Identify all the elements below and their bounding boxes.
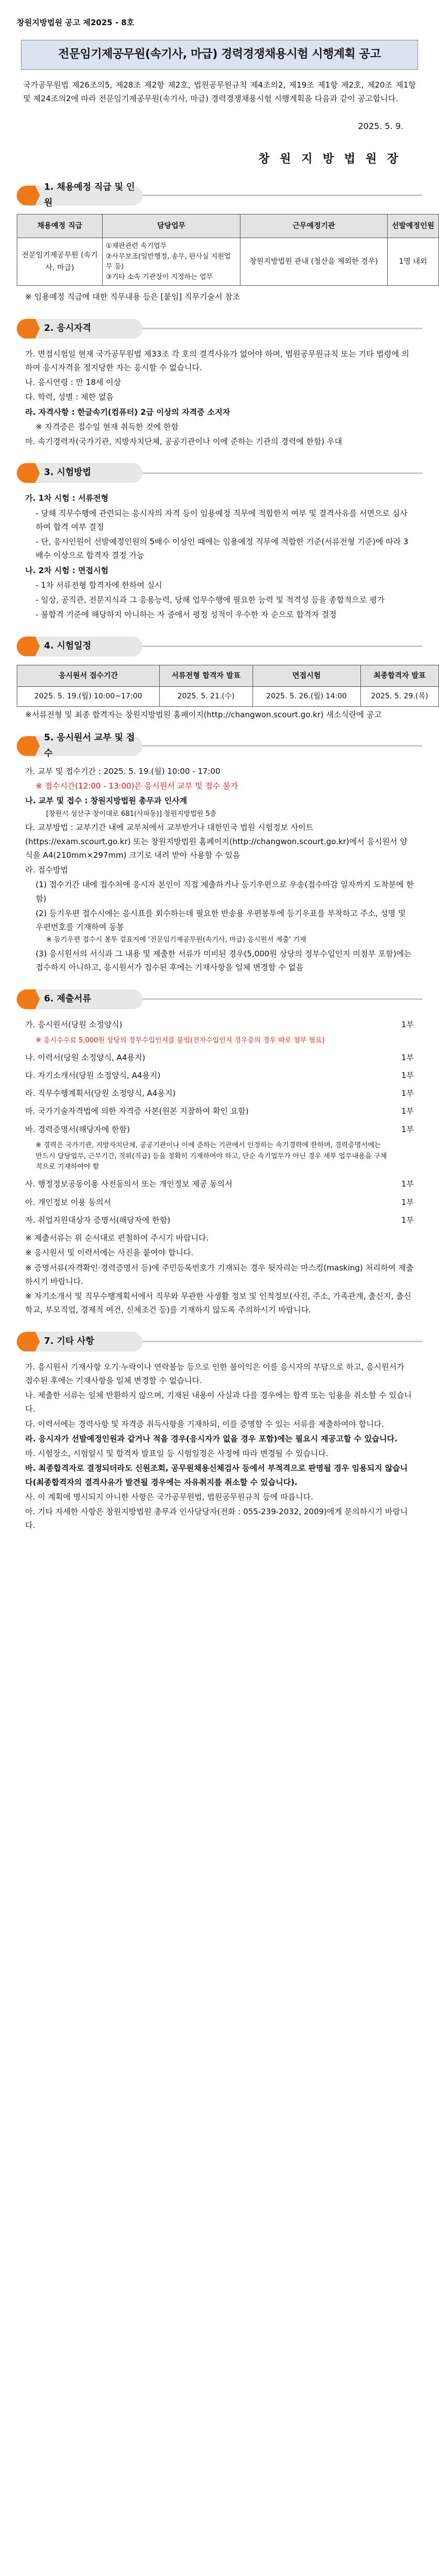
list-item xyxy=(25,1140,414,1173)
table-header: 응시원서 접수기간 xyxy=(17,665,160,687)
section-title: 2. 응시자격 xyxy=(44,322,91,333)
table-header: 면접시험 xyxy=(253,665,360,687)
list-item: ※ 제출서류는 위 순서대로 편철하여 주시기 바랍니다. xyxy=(25,1233,209,1243)
doc-label: 자. 취업지원대상자 증명서(해당자에 한함) xyxy=(25,1215,171,1225)
chevron-icon xyxy=(17,989,40,1009)
list-item: ※ 등기우편 접수시 봉투 겉표지에 '전문임기제공무원(속기사, 마급) 응시원서 제출' 기재 xyxy=(46,936,306,944)
list-item: 마. 시험장소, 시험일시 및 합격자 발표일 등 시험일정은 사정에 따라 변경될 수 있습니다. xyxy=(25,1449,328,1459)
section-title: 4. 시험일정 xyxy=(44,640,91,651)
list-item: (1) 접수기간 내에 접수처에 응시자 본인이 직접 제출하거나 등기우편으로 우송(접수마감 일자까지 도착분에 한함) xyxy=(36,880,414,903)
count-cell: 1명 내외 xyxy=(387,238,438,286)
list-item: 라. 접수방법 xyxy=(25,865,68,875)
section-divider xyxy=(142,328,422,329)
table-row xyxy=(17,238,439,286)
section-header-2 xyxy=(17,319,422,339)
chevron-icon xyxy=(17,736,40,756)
doc-label: ※ 경력은 국가기관, 지방자치단체, 공공기관이나 이에 준하는 기관에서 인정하는 속기경력에 한하며, 경력증명서에는 반드시 담당업무, 근무기간, 직위(직급) 등을 정확히 기재하여야 하고, 단순 속기업무가 아닌 경우 세부 업무내용을 구체적으로 기재하여야 함 xyxy=(36,1141,387,1171)
documents-list xyxy=(17,1018,422,1227)
chevron-icon xyxy=(17,319,40,339)
doc-count: 1부 xyxy=(401,1215,414,1225)
table-cell: 2025. 5. 29.(목) xyxy=(360,687,438,707)
rank-cell: 전문임기제공무원 (속기사, 마급) xyxy=(17,238,103,286)
list-item xyxy=(25,1177,414,1191)
intro-paragraph: 국가공무원법 제26조의5, 제28조 제2항 제2호, 법원공무원규칙 제4조의2, 제19조 제1항 제2호, 제20조 제1항 및 제24조의2에 따라 전문임기제공무원(속기사, 마급) 경력경쟁채용시험 시행계획을 다음과 같이 공고합니다. xyxy=(23,80,416,103)
list-item xyxy=(25,1195,414,1209)
section-pill xyxy=(17,463,142,483)
doc-label: 라. 직무수행계획서(당원 소정양식, A4용지) xyxy=(25,1088,176,1098)
list-item: 나. 2차 시험 : 면접시험 xyxy=(25,565,108,575)
notice-number: 창원지방법원 공고 제2025 - 8호 xyxy=(17,18,135,27)
doc-count: 1부 xyxy=(401,1197,414,1207)
doc-count: 1부 xyxy=(401,1088,414,1098)
doc-count: 1부 xyxy=(401,1070,414,1080)
doc-count xyxy=(388,1140,414,1173)
chevron-icon xyxy=(17,186,40,206)
doc-count xyxy=(388,1036,414,1047)
eligibility-text xyxy=(25,347,414,449)
list-item: 라. 응시자가 선발예정인원과 같거나 적을 경우(응시자가 없을 경우 포함)에는 필요시 재공고할 수 있습니다. xyxy=(25,1433,398,1443)
list-item xyxy=(25,1069,414,1082)
list-item xyxy=(25,1018,414,1031)
list-item: ※ 응시원서 및 이력서에는 사진을 붙여야 합니다. xyxy=(25,1248,194,1258)
section-header-7 xyxy=(17,1332,422,1352)
section-header-6 xyxy=(17,989,422,1009)
list-item: (2) 등기우편 접수시에는 응시표를 회수하는데 필요한 반송용 우편봉투에 등기우표를 부착하고 주소, 성명 및 우편번호를 기재하여 동봉 xyxy=(36,908,406,932)
section-header-4 xyxy=(17,637,422,656)
list-item xyxy=(25,1104,414,1118)
other-notes xyxy=(25,1360,414,1533)
issuing-organization: 창 원 지 방 법 원 장 xyxy=(258,153,401,166)
table-row xyxy=(17,687,439,707)
section-divider xyxy=(142,195,422,196)
duty-item: ②사무보조(일반행정, 송무, 판사실 지원업무 등) xyxy=(106,252,231,271)
chevron-icon xyxy=(17,1332,40,1352)
section-divider xyxy=(142,998,422,1000)
agency-cell: 창원지방법원 관내 (청산을 제외한 경우) xyxy=(240,238,388,286)
duties-cell xyxy=(103,238,240,286)
doc-label: 나. 이력서(당원 소정양식, A4용지) xyxy=(25,1052,146,1062)
list-item xyxy=(25,1213,414,1227)
table-header: 서류전형 합격자 발표 xyxy=(159,665,253,687)
application-text xyxy=(25,764,414,975)
section-divider xyxy=(142,1341,422,1342)
doc-count: 1부 xyxy=(401,1019,414,1029)
list-item: 나. 교부 및 접수 : 창원지방법원 총무과 인사계 xyxy=(25,796,188,806)
doc-count: 1부 xyxy=(401,1179,414,1189)
list-item: ※ 자기소개서 및 직무수행계획서에서 직무와 무관한 사생활 정보 및 인적정보(사진, 주소, 가족관계, 출신지, 출신학교, 부모직업, 경제적 여건, 신체조건 등)를 기재하지 않도록 주의하시기 바랍니다. xyxy=(25,1291,412,1315)
list-item: ※ 자격증은 접수일 현재 취득한 것에 한함 xyxy=(36,422,179,432)
section-pill xyxy=(17,319,142,339)
list-item: 마. 속기경력자(국가기관, 지방자치단체, 공공기관이나 이에 준하는 기관의 경력에 한함) 우대 xyxy=(25,437,343,446)
list-item: 가. 1차 시험 : 서류전형 xyxy=(25,493,108,503)
list-item: 라. 자격사항 : 한글속기(컴퓨터) 2급 이상의 자격증 소지자 xyxy=(25,407,231,417)
section-title: 1. 채용예정 직급 및 인원 xyxy=(44,182,135,208)
schedule-note: ※서류전형 및 최종 합격자는 창원지방법원 홈페이지(http://changwon.scourt.go.kr) 새소식란에 공고 xyxy=(25,709,382,719)
section-title: 7. 기타 사항 xyxy=(44,1335,94,1346)
list-item: 아. 기타 자세한 사항은 창원지방법원 총무과 인사담당자(전화 : 055-239-2032, 2009)에게 문의하시기 바랍니다. xyxy=(25,1507,408,1530)
list-item: 사. 이 계획에 명시되지 아니한 사항은 국가공무원법, 법원공무원규칙 등에 따릅니다. xyxy=(25,1492,313,1502)
section-pill xyxy=(17,637,142,656)
list-item: - 당해 직무수행에 관련되는 응시자의 자격 등이 임용예정 직무에 적합한지 여부 및 결격사유를 서면으로 심사하여 합격 여부 결정 xyxy=(36,508,408,532)
section-divider xyxy=(142,745,422,747)
list-item: ※ 접수시간(12:00 - 13:00)은 응시원서 교부 및 접수 불가 xyxy=(36,781,238,791)
doc-label: 아. 개인정보 이용 동의서 xyxy=(25,1197,111,1207)
notice-title: 전문임기제공무원(속기사, 마급) 경력경쟁채용시험 시행계획 공고 xyxy=(21,40,418,70)
section-pill xyxy=(17,989,142,1009)
doc-label: 마. 국가기술자격법에 의한 자격증 사본(원본 지참하여 확인 요함) xyxy=(25,1106,249,1116)
list-item: 나. 응시연령 : 만 18세 이상 xyxy=(25,378,122,387)
table-header: 담당업무 xyxy=(103,214,240,238)
table-header: 채용예정 직급 xyxy=(17,214,103,238)
list-item xyxy=(25,1123,414,1136)
chevron-icon xyxy=(17,463,40,483)
doc-count: 1부 xyxy=(401,1052,414,1062)
duty-item: ③기타 소속 기관장이 지정하는 업무 xyxy=(106,273,213,281)
table-cell: 2025. 5. 19.(월) 10:00~17:00 xyxy=(17,687,160,707)
doc-count: 1부 xyxy=(401,1124,414,1134)
list-item: 다. 이력서에는 경력사항 및 자격증 취득사항을 기재하되, 이를 증명할 수 있는 서류를 제출하여야 합니다. xyxy=(25,1419,384,1429)
list-item: 다. 학력, 성별 : 제한 없음 xyxy=(25,392,114,402)
doc-label: ※ 응시수수료 5,000원 상당의 정부수입인지를 붙임(전자수입인지 경우증의 경우 따로 첨부 필요) xyxy=(36,1036,325,1044)
section-header-3 xyxy=(17,463,422,483)
recruitment-table xyxy=(17,214,439,286)
doc-label: 바. 경력증명서(해당자에 한함) xyxy=(25,1124,130,1134)
section-pill xyxy=(17,732,142,759)
schedule-table xyxy=(17,665,439,707)
exam-method-text xyxy=(25,491,414,621)
list-item xyxy=(25,1036,414,1047)
list-item xyxy=(25,1051,414,1064)
table-note: ※ 임용예정 직급에 대한 직무내용 등은 [붙임] 직무기술서 참조 xyxy=(25,292,240,302)
section-pill xyxy=(17,1332,142,1352)
table-header: 최종합격자 발표 xyxy=(360,665,438,687)
list-item: ※ 증명서류(자격확인·경력증명서 등)에 주민등록번호가 기재되는 경우 뒷자리는 마스킹(masking) 처리하여 제출하시기 바랍니다. xyxy=(25,1263,414,1286)
section-header-1 xyxy=(17,182,422,208)
list-item: 나. 제출한 서류는 일체 반환하지 않으며, 기재된 내용이 사실과 다를 경우에는 합격 또는 임용을 취소할 수 있습니다. xyxy=(25,1391,412,1414)
list-item: - 임상, 공직관, 전문지식과 그 응용능력, 당해 업무수행에 필요한 능력 및 적격성 등을 종합적으로 평가 xyxy=(36,595,385,605)
section-header-5 xyxy=(17,732,422,759)
section-divider xyxy=(142,472,422,474)
doc-label: 다. 자기소개서(당원 소정양식, A4용지) xyxy=(25,1070,161,1080)
documents-notes xyxy=(25,1231,414,1317)
doc-label: 사. 행정정보공동이용 사전동의서 또는 개인정보 제공 동의서 xyxy=(25,1179,233,1189)
section-title: 5. 응시원서 교부 및 접수 xyxy=(44,732,135,759)
list-item: 가. 교부 및 접수기간 : 2025. 5. 19.(월) 10:00 - 17:00 xyxy=(25,766,221,776)
list-item: (3) 응시원서의 서식과 그 내용 및 제출한 서류가 미비된 경우(5,000원 상당의 정부수입인지 미첨부 포함)에는 접수하지 아니하고, 응시원서가 접수된 후에는 기재사항을 일체 변경할 수 없음 xyxy=(36,949,412,973)
section-title: 6. 제출서류 xyxy=(44,993,91,1004)
list-item: 가. 응시원서 기재사항 오기·누락이나 연락불능 등으로 인한 불이익은 이를 응시자의 부담으로 하고, 응시원서가 접수된 후에는 기재사항을 일체 변경할 수 없습니다. xyxy=(25,1362,404,1385)
doc-label: 가. 응시원서(당원 소정양식) xyxy=(25,1019,123,1029)
list-item: - 1차 서류전형 합격자에 한하여 실시 xyxy=(36,580,162,590)
table-cell: 2025. 5. 26.(월) 14:00 xyxy=(253,687,360,707)
notice-date: 2025. 5. 9. xyxy=(358,121,403,132)
list-item: 가. 면접시험일 현재 국가공무원법 제33조 각 호의 결격사유가 없어야 하며, 법원공무원규칙 또는 기타 법령에 의하여 응시자격을 정지당한 자는 응시할 수 없습니다. xyxy=(25,349,409,372)
section-title: 3. 시험방법 xyxy=(44,467,91,478)
list-item: - 단, 응시인원이 선발예정인원의 5배수 이상인 때에는 임용예정 직무에 적합한 기준(서류전형 기준)에 따라 3배수 이상으로 합격자 결정 가능 xyxy=(36,537,409,561)
table-header: 선발예정인원 xyxy=(387,214,438,238)
chevron-icon xyxy=(17,637,40,656)
table-header: 근무예정기관 xyxy=(240,214,388,238)
list-item: - 불합격 기준에 해당하지 아니하는 자 중에서 평정 성적이 우수한 자 순으로 합격자 결정 xyxy=(36,610,337,620)
list-item: 다. 교부방법 : 교부기간 내에 교부처에서 교부받거나 대한민국 법원 시험정보 사이트(https://exam.scourt.go.kr) 또는 창원지방법원 홈페이지(http://changwon.scourt.go.kr)에서 응시원서 양식을 A4(210mm×297mm) 크기로 내려 받아 사용할 수 있음 xyxy=(25,823,408,860)
section-divider xyxy=(142,645,422,647)
duty-item: ①재판관련 속기업무 xyxy=(106,242,167,251)
section-pill xyxy=(17,182,142,208)
list-item: [창원시 성산구 창이대로 681(사파동)] 창원지방법원 5층 xyxy=(46,810,217,818)
doc-count: 1부 xyxy=(401,1106,414,1116)
list-item: 바. 최종합격자로 결정되더라도 신원조회, 공무원채용신체검사 등에서 부적격으로 판명될 경우 임용되지 않습니다(최종합격자의 결격사유가 발견될 경우에는 자유취지를 취소할 수 있습니다). xyxy=(25,1463,408,1487)
table-cell: 2025. 5. 21.(수) xyxy=(159,687,253,707)
list-item xyxy=(25,1086,414,1100)
